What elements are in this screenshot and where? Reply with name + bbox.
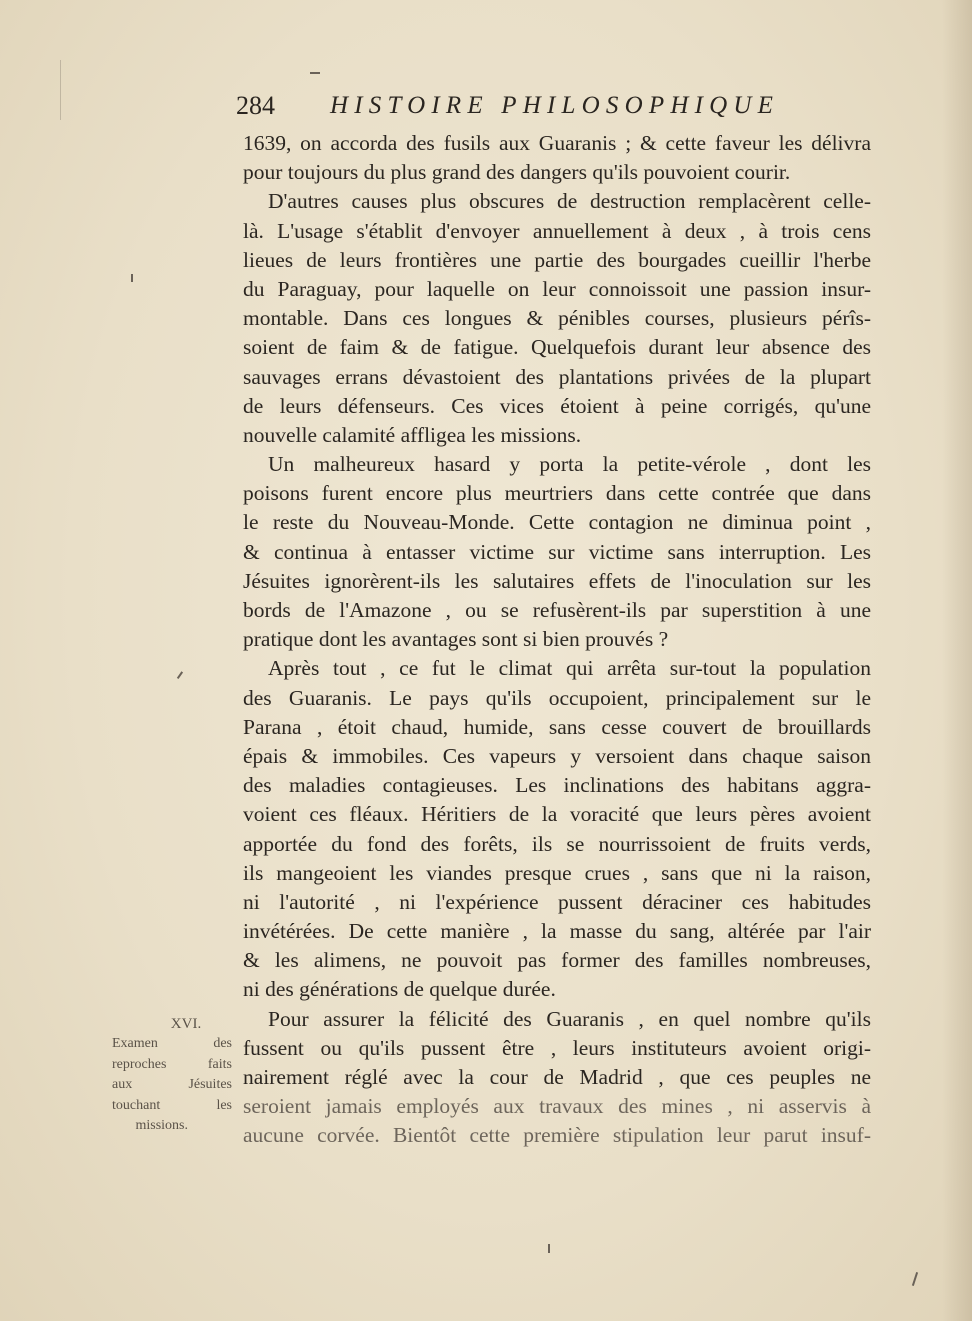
text-line: bords de l'Amazone , ou se refusèrent-ils par superstition à une — [243, 598, 871, 622]
text-line: Après tout , ce fut le climat qui arrêta sur-tout la population — [268, 656, 871, 681]
text-line: apportée du fond des forêts, ils se nourrissoient de fruits verds, — [243, 831, 871, 856]
text-line: 1639, on accorda des fusils aux Guaranis ; & cette faveur les délivra — [243, 131, 871, 155]
text-line: montable. Dans ces longues & pénibles courses, plusieurs pérîs- — [243, 306, 871, 331]
text-line: ni l'autorité , ni l'expérience pussent déraciner ces habitudes — [243, 889, 871, 914]
text-line: le reste du Nouveau-Monde. Cette contagion ne diminua point , — [243, 510, 871, 535]
text-line: fussent ou qu'ils pussent être , leurs instituteurs avoient origi- — [243, 1035, 871, 1060]
stray-ink-mark — [912, 1272, 918, 1286]
text-line: des Guaranis. Le pays qu'ils occupoient, principalement sur le — [243, 685, 871, 710]
stray-ink-mark — [177, 671, 183, 678]
text-line: des maladies contagieuses. Les inclinations des habitans aggra- — [243, 773, 871, 798]
stray-ink-mark — [131, 274, 133, 282]
running-title: HISTOIRE PHILOSOPHIQUE — [330, 92, 780, 119]
margin-note — [112, 1014, 232, 1137]
margin-note-line: missions. — [135, 1118, 188, 1133]
text-line: nairement réglé avec la cour de Madrid , que ces peuples ne — [243, 1065, 871, 1089]
margin-note-line: Examen des — [112, 1036, 232, 1051]
margin-note-line: aux Jésuites — [112, 1077, 232, 1092]
stray-ink-mark — [548, 1244, 550, 1253]
text-line: Pour assurer la félicité des Guaranis , en quel nombre qu'ils — [268, 1006, 871, 1031]
margin-note-line: reproches faits — [112, 1056, 232, 1072]
text-line: poisons furent encore plus meurtriers dans cette contrée que dans — [243, 481, 871, 506]
text-line: lieues de leurs frontières une partie des bourgades cueillir l'herbe — [243, 247, 871, 272]
body-text — [243, 129, 871, 1151]
text-line: invétérées. De cette manière , la masse du sang, altérée par l'air — [243, 919, 871, 944]
text-line: D'autres causes plus obscures de destruction remplacèrent celle- — [268, 189, 871, 214]
text-line: nouvelle calamité affligea les missions. — [243, 422, 582, 447]
text-line: aucune corvée. Bientôt cette première stipulation leur parut insuf- — [243, 1123, 871, 1148]
text-line: pour toujours du plus grand des dangers qu'ils pouvoient courir. — [243, 160, 791, 185]
margin-note-number: XVI. — [170, 1016, 202, 1032]
stray-ink-mark — [60, 60, 61, 120]
text-line: sauvages errans dévastoient des plantations privées de la plupart — [243, 364, 871, 389]
text-line: & les alimens, ne pouvoit pas former des familles nombreuses, — [243, 948, 871, 973]
page-edge-shadow — [942, 0, 972, 1321]
text-line: pratique dont les avantages sont si bien prouvés ? — [243, 627, 669, 652]
text-line: de leurs défenseurs. Ces vices étoient à peine corrigés, qu'une — [243, 393, 871, 418]
text-line: épais & immobiles. Ces vapeurs y versoient dans chaque saison — [243, 743, 871, 768]
text-line: Jésuites ignorèrent-ils les salutaires effets de l'inoculation sur les — [243, 568, 871, 593]
text-line: soient de faim & de fatigue. Quelquefois durant leur absence des — [243, 335, 871, 360]
margin-note-line: touchant les — [112, 1097, 232, 1113]
text-line: du Paraguay, pour laquelle on leur connoissoit une passion insur- — [243, 276, 871, 301]
text-line: Un malheureux hasard y porta la petite-vérole , dont les — [268, 452, 871, 477]
printers-dash-mark — [310, 72, 320, 74]
page-header — [236, 86, 796, 126]
text-line: ni des générations de quelque durée. — [243, 977, 556, 1002]
text-line: & continua à entasser victime sur victime sans interruption. Les — [243, 539, 871, 564]
text-line: seroient jamais employés aux travaux des mines , ni asservis à — [243, 1094, 871, 1119]
text-line: Parana , étoit chaud, humide, sans cesse couvert de brouillards — [243, 714, 871, 739]
text-line: voient ces fléaux. Héritiers de la voracité que leurs pères avoient — [243, 802, 871, 827]
text-line: là. L'usage s'établit d'envoyer annuellement à deux , à trois cens — [243, 218, 871, 243]
page-number: 284 — [236, 91, 275, 120]
text-line: ils mangeoient les viandes presque crues , sans que ni la raison, — [243, 860, 871, 885]
